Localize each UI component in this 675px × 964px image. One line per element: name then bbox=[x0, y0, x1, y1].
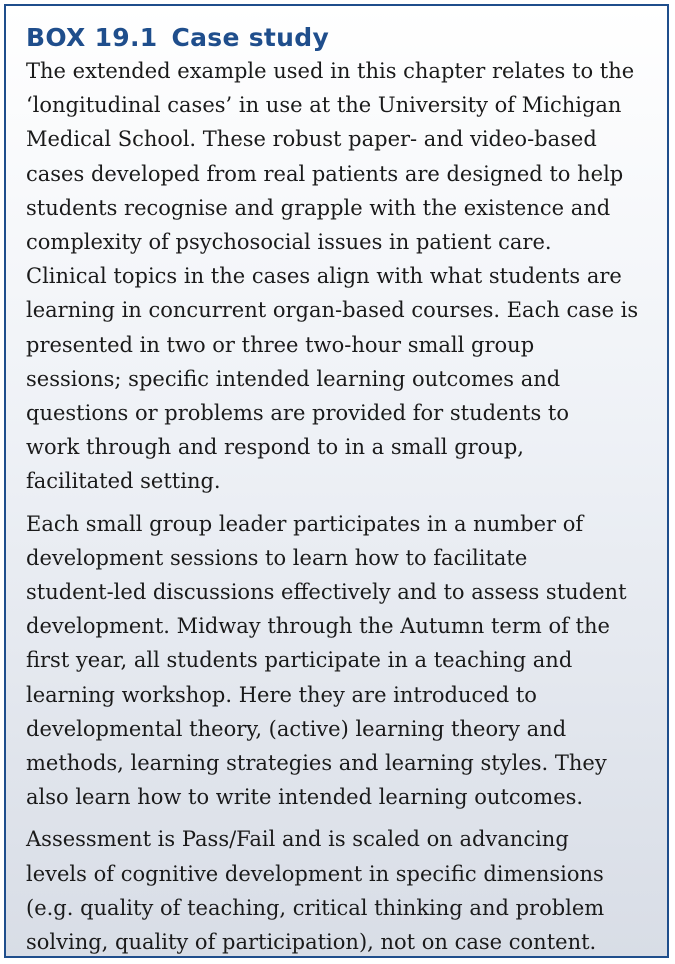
box-heading bbox=[26, 23, 657, 53]
text-line: student-led discussions effectively and to assess student bbox=[26, 580, 627, 605]
text-line: learning workshop. Here they are introduced to bbox=[26, 682, 537, 707]
text-line: complexity of psychosocial issues in patient care. bbox=[26, 230, 552, 255]
text-line: questions or problems are provided for students to bbox=[26, 401, 569, 426]
text-line: cases developed from real patients are designed to help bbox=[26, 161, 624, 186]
text-line: first year, all students participate in a teaching and bbox=[26, 648, 573, 673]
text-line: work through and respond to in a small group, bbox=[26, 435, 524, 460]
text-line: Assessment is Pass/Fail and is scaled on advancing bbox=[26, 827, 569, 852]
box-label: BOX 19.1 bbox=[26, 23, 158, 52]
text-line: learning in concurrent organ-based courses. Each case is bbox=[26, 298, 639, 323]
text-line: sessions; specific intended learning outcomes and bbox=[26, 366, 561, 391]
text-line: Medical School. These robust paper- and video-based bbox=[26, 127, 597, 152]
text-line: ‘longitudinal cases’ in use at the University of Michigan bbox=[26, 93, 622, 118]
paragraph-3 bbox=[26, 822, 657, 959]
text-line: presented in two or three two-hour small group bbox=[26, 332, 535, 357]
box-title: Case study bbox=[171, 23, 330, 52]
text-line: (e.g. quality of teaching, critical thinking and problem bbox=[26, 895, 605, 920]
text-line: levels of cognitive development in specific dimensions bbox=[26, 861, 604, 886]
text-line: development. Midway through the Autumn term of the bbox=[26, 614, 610, 639]
text-line: The extended example used in this chapter relates to the bbox=[26, 59, 635, 83]
text-line: Each small group leader participates in a number of bbox=[26, 511, 584, 536]
case-study-box bbox=[4, 4, 669, 958]
text-line: development sessions to learn how to facilitate bbox=[26, 545, 528, 570]
text-line: methods, learning strategies and learning styles. They bbox=[26, 751, 607, 776]
text-line: Clinical topics in the cases align with what students are bbox=[26, 264, 622, 289]
text-line: also learn how to write intended learning outcomes. bbox=[26, 785, 584, 810]
paragraph-2 bbox=[26, 507, 657, 815]
text-line: facilitated setting. bbox=[26, 469, 221, 494]
text-line: developmental theory, (active) learning theory and bbox=[26, 716, 567, 741]
paragraph-1 bbox=[26, 54, 657, 499]
text-line: students recognise and grapple with the existence and bbox=[26, 195, 611, 220]
text-line: solving, quality of participation), not on case content. bbox=[26, 930, 597, 955]
